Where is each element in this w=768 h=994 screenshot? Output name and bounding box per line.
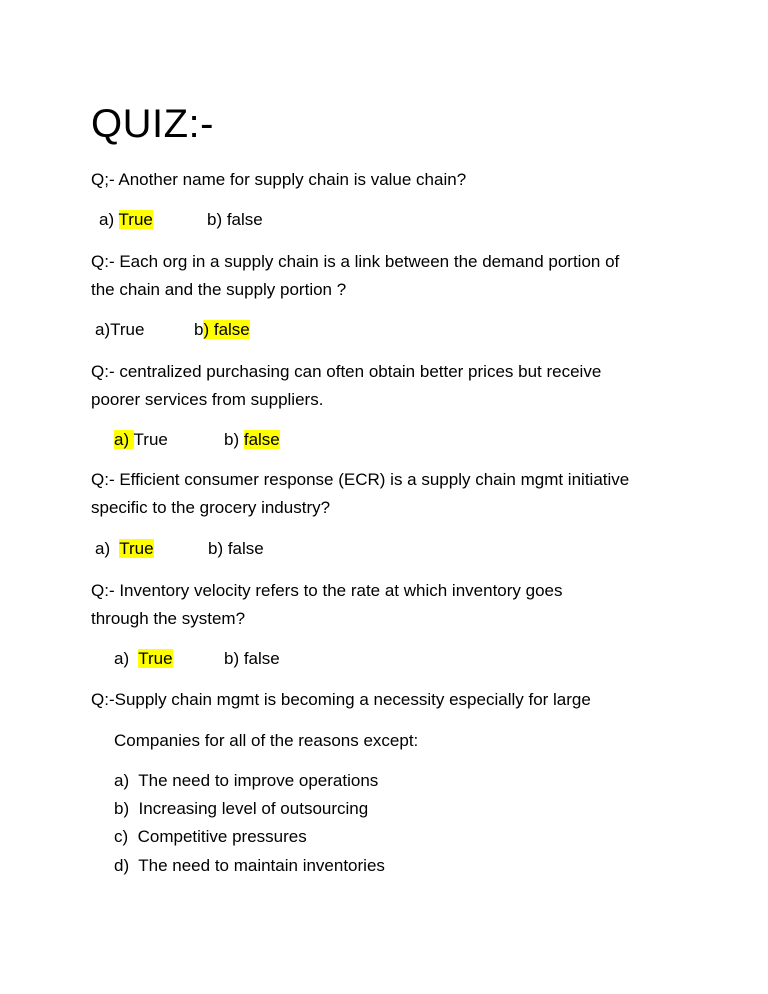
- q6-option-b: b) Increasing level of outsourcing: [114, 799, 369, 818]
- q5-option-b: b) false: [224, 649, 280, 668]
- q3-option-a: [114, 429, 168, 451]
- q6-question-line1: Q:-Supply chain mgmt is becoming a necessity especially for large: [91, 690, 591, 709]
- q3-option-b: [224, 429, 280, 451]
- q4-option-b: b) false: [208, 539, 264, 558]
- q4-option-a: [95, 538, 154, 560]
- q6-question-line2: Companies for all of the reasons except:: [114, 731, 419, 750]
- q5-option-a-prefix: a): [114, 649, 139, 668]
- q3-option-b-answer: false: [243, 430, 280, 449]
- q3-option-b-prefix: b): [224, 430, 244, 449]
- q2-option-b-prefix: b: [194, 320, 204, 339]
- q2-option-b-answer: ) false: [203, 320, 250, 339]
- q3-question-line1: Q:- centralized purchasing can often obtain better prices but receive: [91, 362, 602, 381]
- q2-option-b: [194, 319, 250, 341]
- q6-option-d: d) The need to maintain inventories: [114, 856, 385, 875]
- q5-option-a-answer: True: [138, 649, 173, 668]
- q5-option-a: [114, 648, 173, 670]
- q1-option-a-answer: True: [118, 210, 153, 229]
- q1-option-b: b) false: [207, 210, 263, 229]
- q4-option-a-prefix: a): [95, 539, 120, 558]
- q5-question-line1: Q:- Inventory velocity refers to the rate at which inventory goes: [91, 581, 563, 600]
- q4-question-line1: Q:- Efficient consumer response (ECR) is a supply chain mgmt initiative: [91, 470, 630, 489]
- q1-option-a: [99, 209, 153, 231]
- q1-option-a-prefix: a): [99, 210, 119, 229]
- q2-question-line1: Q:- Each org in a supply chain is a link between the demand portion of: [91, 252, 620, 271]
- q3-option-a-prefix: a): [114, 430, 134, 449]
- q1-question: Q;- Another name for supply chain is value chain?: [91, 170, 467, 189]
- q2-question-line2: the chain and the supply portion ?: [91, 280, 347, 299]
- page-title: QUIZ:-: [91, 102, 214, 146]
- q4-question-line2: specific to the grocery industry?: [91, 498, 331, 517]
- q4-option-a-answer: True: [119, 539, 154, 558]
- q3-option-a-text: True: [133, 430, 168, 449]
- q2-option-a: a)True: [95, 320, 145, 339]
- q5-question-line2: through the system?: [91, 609, 246, 628]
- q3-question-line2: poorer services from suppliers.: [91, 390, 324, 409]
- q6-option-c: c) Competitive pressures: [114, 827, 307, 846]
- q6-option-a: a) The need to improve operations: [114, 771, 379, 790]
